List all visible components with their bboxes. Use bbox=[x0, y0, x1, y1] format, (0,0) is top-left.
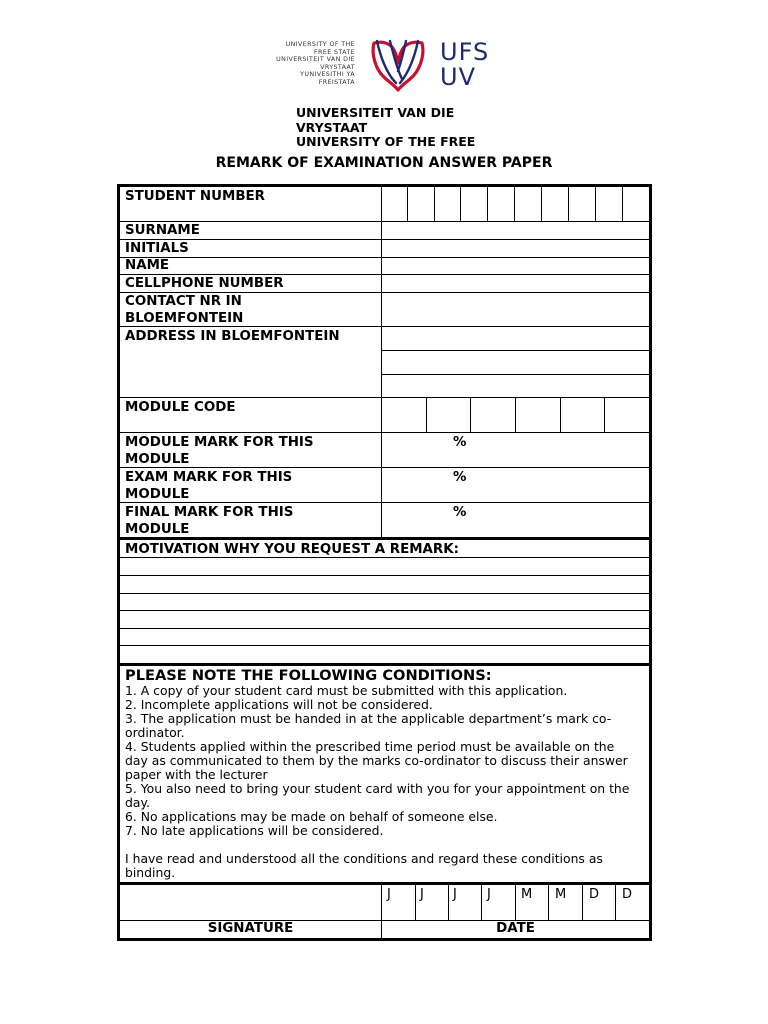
exam-mark-percent: % bbox=[453, 470, 467, 485]
date-day-placeholder: D bbox=[622, 887, 633, 902]
declaration-text: I have read and understood all the conditions and regard these conditions as binding. bbox=[125, 851, 603, 880]
address-label: ADDRESS IN BLOEMFONTEIN bbox=[125, 329, 340, 344]
frame-left bbox=[117, 184, 120, 941]
date-day-placeholder: J bbox=[453, 887, 457, 902]
frame-top bbox=[117, 184, 652, 187]
module-mark-percent: % bbox=[453, 435, 467, 450]
final-mark-label: FINAL MARK FOR THIS MODULE bbox=[125, 505, 294, 537]
signature-label: SIGNATURE bbox=[207, 921, 294, 936]
condition-item: 2. Incomplete applications will not be considered. bbox=[125, 697, 433, 712]
date-day-placeholder: D bbox=[589, 887, 600, 902]
module-mark-label: MODULE MARK FOR THIS MODULE bbox=[125, 435, 314, 467]
condition-item: 5. You also need to bring your student card with you for your appointment on the day. bbox=[125, 781, 630, 810]
initials-label: INITIALS bbox=[125, 241, 189, 256]
ufs-crest-icon bbox=[368, 37, 430, 93]
logo-acronym-ufs: UFS bbox=[440, 38, 490, 66]
contact-nr-label: CONTACT NR IN BLOEMFONTEIN bbox=[125, 294, 244, 326]
student-number-label: STUDENT NUMBER bbox=[125, 189, 265, 204]
surname-label: SURNAME bbox=[125, 223, 200, 238]
condition-item: 1. A copy of your student card must be submitted with this application. bbox=[125, 683, 568, 698]
date-month-placeholder: M bbox=[555, 887, 567, 902]
condition-item: 7. No late applications will be considered. bbox=[125, 823, 384, 838]
condition-item: 3. The application must be handed in at the applicable department’s mark co-ordinator. bbox=[125, 711, 612, 740]
final-mark-percent: % bbox=[453, 505, 467, 520]
frame-right bbox=[649, 184, 652, 941]
condition-item: 6. No applications may be made on behalf of someone else. bbox=[125, 809, 498, 824]
motivation-label: MOTIVATION WHY YOU REQUEST A REMARK: bbox=[125, 542, 459, 557]
date-label: DATE bbox=[496, 921, 535, 936]
conditions-list bbox=[125, 684, 637, 880]
conditions-title: PLEASE NOTE THE FOLLOWING CONDITIONS: bbox=[125, 667, 492, 684]
condition-item: 4. Students applied within the prescribed time period must be available on the day as communicated to them by the marks co-ordinator to discuss their answer paper with the lecturer bbox=[125, 739, 628, 782]
cellphone-label: CELLPHONE NUMBER bbox=[125, 276, 284, 291]
university-name: UNIVERSITEIT VAN DIE VRYSTAAT UNIVERSITY OF THE FREE bbox=[296, 105, 476, 149]
date-day-placeholder: J bbox=[387, 887, 391, 902]
frame-bottom bbox=[117, 938, 652, 941]
date-day-placeholder: J bbox=[420, 887, 424, 902]
exam-mark-label: EXAM MARK FOR THIS MODULE bbox=[125, 470, 293, 502]
date-day-placeholder: J bbox=[487, 887, 491, 902]
date-month-placeholder: M bbox=[521, 887, 533, 902]
form-title: REMARK OF EXAMINATION ANSWER PAPER bbox=[215, 155, 553, 171]
module-code-label: MODULE CODE bbox=[125, 400, 236, 415]
name-label: NAME bbox=[125, 258, 170, 273]
logo-text: UNIVERSITY OF THE FREE STATE UNIVERSITEIT VAN DIE VRYSTAAT YUNIVESITHI YA FREISTATA bbox=[276, 41, 355, 86]
logo-acronym-uv: UV bbox=[440, 63, 476, 91]
